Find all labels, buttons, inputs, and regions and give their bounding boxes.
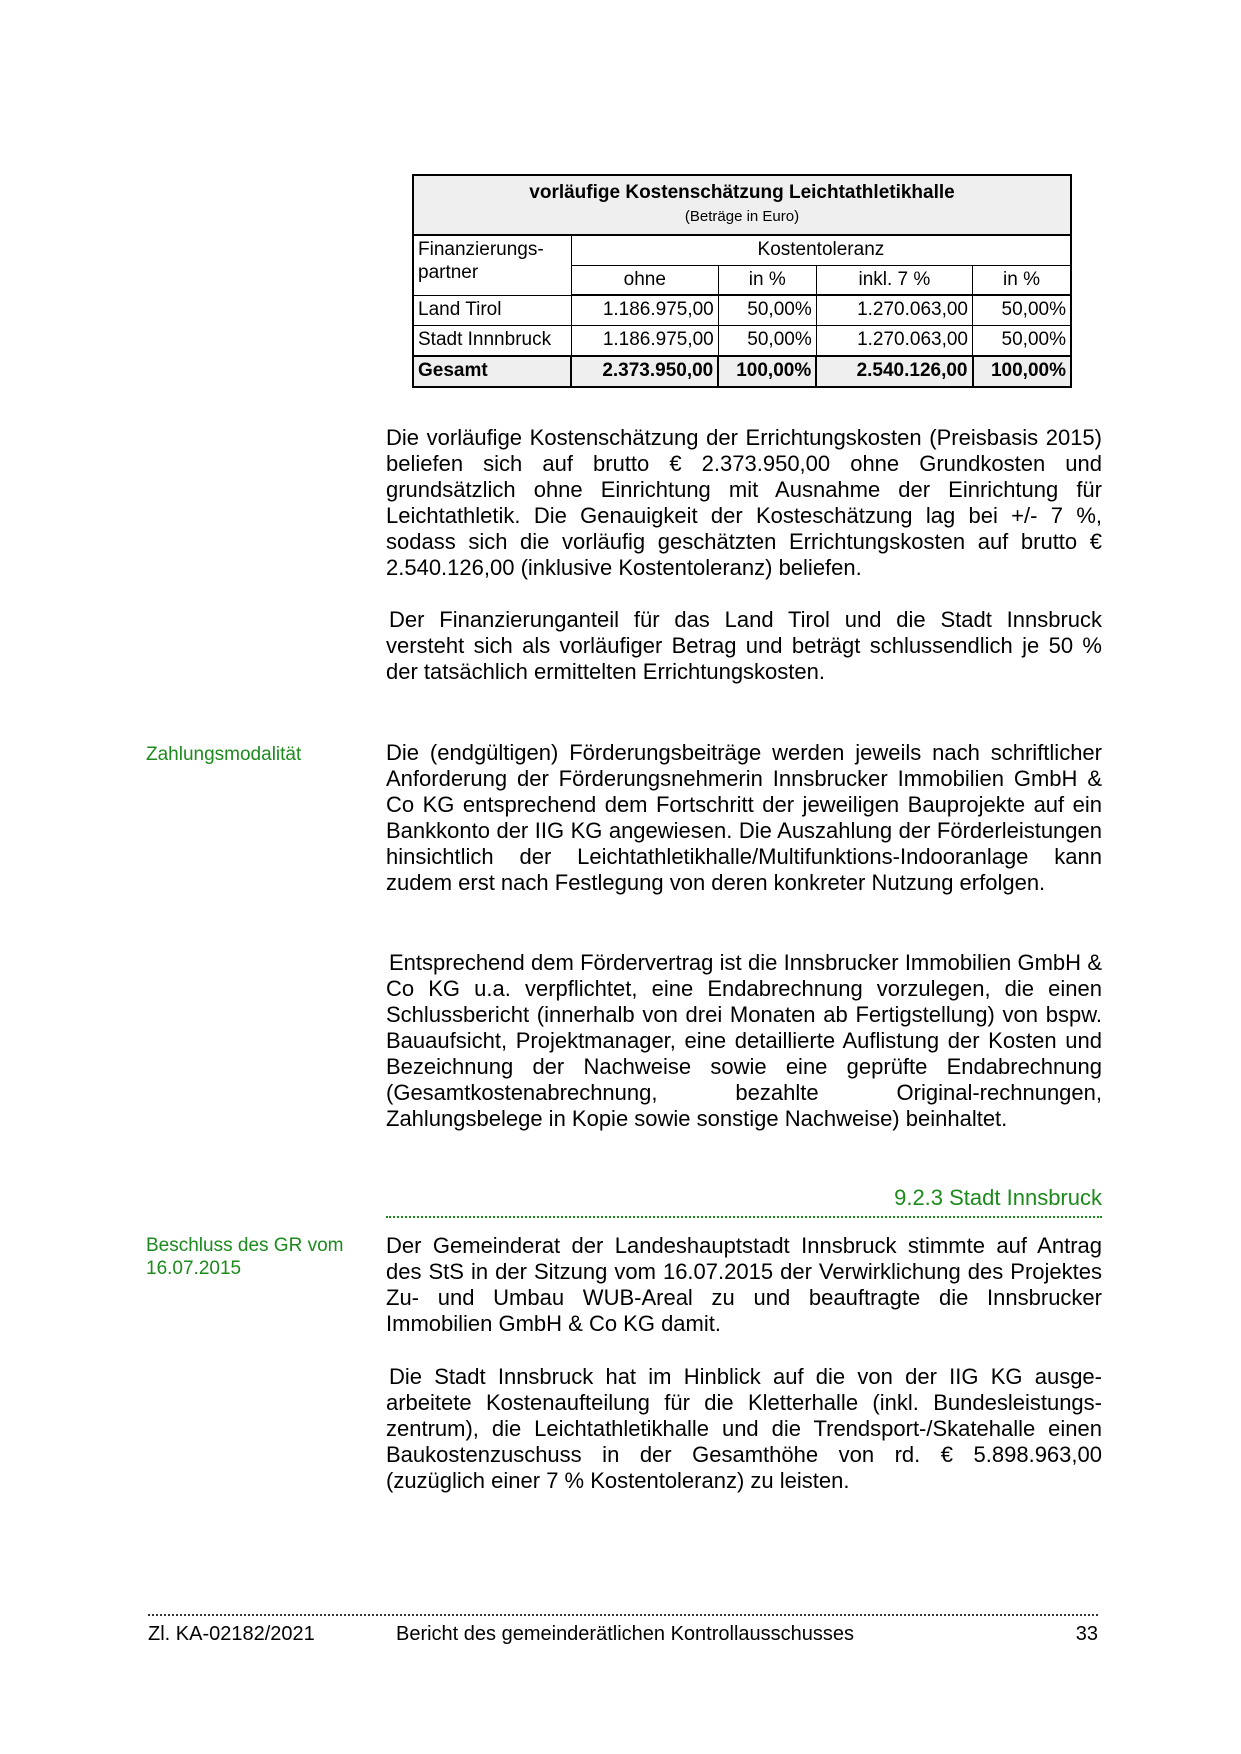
row-ohne: 1.186.975,00 bbox=[571, 295, 718, 325]
page-number: 33 bbox=[1075, 1623, 1098, 1645]
row-partner: Stadt Innnbruck bbox=[413, 326, 571, 356]
tolerance-header: Kostentoleranz bbox=[571, 235, 1071, 265]
table-subtitle: (Beträge in Euro) bbox=[684, 207, 800, 225]
total-pct2: 100,00% bbox=[973, 356, 1071, 387]
partner-header: Finanzierungs- partner bbox=[413, 235, 571, 296]
row-pct1: 50,00% bbox=[718, 326, 816, 356]
row-pct2: 50,00% bbox=[973, 295, 1071, 325]
row-partner: Land Tirol bbox=[413, 295, 571, 325]
margin-label-beschluss: Beschluss des GR vom 16.07.2015 bbox=[146, 1235, 344, 1279]
margin-label-zahlung: Zahlungsmodalität bbox=[146, 744, 302, 765]
paragraph-council-decision: Der Gemeinderat der Landeshauptstadt Innsbruck stimmte auf Antrag des StS in der Sitzung vom 16.07.2015 der Verwirklichung des Projektes Zu- und Umbau WUB-Areal zu und beauftragte die Innsbrucker Immobilien GmbH & Co KG damit. bbox=[386, 1233, 1102, 1336]
table-row bbox=[413, 326, 1071, 356]
paragraph-final-settlement: Entsprechend dem Fördervertrag ist die Innsbrucker Immobilien GmbH & Co KG u.a. verpflichtet, eine Endabrechnung vorzulegen, die einen Schlussbericht (innerhalb von drei Monaten ab Fertigstellung) von bspw. Bauaufsicht, Projektmanager, eine detaillierte Auflistung der Kosten und Bezeichnung der Nachweise sowie eine geprüfte Endabrechnung (Gesamtkostenabrechnung, bezahlte Original-rechnungen, Zahlungsbelege in Kopie sowie sonstige Nachweise) beinhaltet. bbox=[386, 950, 1102, 1131]
table-title-cell bbox=[413, 175, 1071, 235]
table-total-row bbox=[413, 356, 1071, 387]
total-ohne: 2.373.950,00 bbox=[571, 356, 718, 387]
table-title: vorläufige Kostenschätzung Leichtathletikhalle bbox=[529, 182, 955, 203]
col-header-ohne: ohne bbox=[571, 265, 718, 295]
table-row bbox=[413, 295, 1071, 325]
row-ohne: 1.186.975,00 bbox=[571, 326, 718, 356]
cost-estimate-table bbox=[412, 174, 1072, 388]
footer-title: Bericht des gemeinderätlichen Kontrollausschusses bbox=[395, 1623, 855, 1645]
footer-divider bbox=[148, 1614, 1098, 1616]
row-inkl: 1.270.063,00 bbox=[816, 295, 972, 325]
total-pct1: 100,00% bbox=[718, 356, 816, 387]
paragraph-city-contribution: Die Stadt Innsbruck hat im Hinblick auf die von der IIG KG ausge-arbeitete Kostenaufteilung für die Kletterhalle (inkl. Bundesleistungs-zentrum), die Leichtathletikhalle und die Trendsport-/Skatehalle einen Baukostenzuschuss in der Gesamthöhe von rd. € 5.898.963,00 (zuzüglich einer 7 % Kostentoleranz) zu leisten. bbox=[386, 1364, 1102, 1493]
row-inkl: 1.270.063,00 bbox=[816, 326, 972, 356]
row-pct1: 50,00% bbox=[718, 295, 816, 325]
col-header-pct1: in % bbox=[718, 265, 816, 295]
total-inkl: 2.540.126,00 bbox=[816, 356, 972, 387]
row-pct2: 50,00% bbox=[973, 326, 1071, 356]
section-heading: 9.2.3 Stadt Innsbruck bbox=[894, 1185, 1102, 1210]
paragraph-financing-share: Der Finanzierunganteil für das Land Tirol und die Stadt Innsbruck versteht sich als vorläufiger Betrag und beträgt schlussendlich je 50 % der tatsächlich ermittelten Errichtungskosten. bbox=[386, 607, 1102, 684]
col-header-pct2: in % bbox=[973, 265, 1071, 295]
section-divider bbox=[386, 1216, 1102, 1218]
footer-reference: Zl. KA-02182/2021 bbox=[148, 1623, 315, 1645]
paragraph-cost-estimate: Die vorläufige Kostenschätzung der Errichtungskosten (Preisbasis 2015) beliefen sich auf brutto € 2.373.950,00 ohne Grundkosten und grundsätzlich ohne Einrichtung mit Ausnahme der Einrichtung für Leichtathletik. Die Genauigkeit der Kosteschätzung lag bei +/- 7 %, sodass sich die vorläufig geschätzten Errichtungskosten auf brutto € 2.540.126,00 (inklusive Kostentoleranz) beliefen. bbox=[386, 425, 1102, 580]
col-header-inkl: inkl. 7 % bbox=[816, 265, 972, 295]
paragraph-payment: Die (endgültigen) Förderungsbeiträge werden jeweils nach schriftlicher Anforderung der Förderungsnehmerin Innsbrucker Immobilien GmbH & Co KG entsprechend dem Fortschritt der jeweiligen Bauprojekte auf ein Bankkonto der IIG KG angewiesen. Die Auszahlung der Förderleistungen hinsichtlich der Leichtathletikhalle/Multifunktions-Indooranlage kann zudem erst nach Festlegung von deren konkreter Nutzung erfolgen. bbox=[386, 740, 1102, 895]
total-label: Gesamt bbox=[413, 356, 571, 387]
